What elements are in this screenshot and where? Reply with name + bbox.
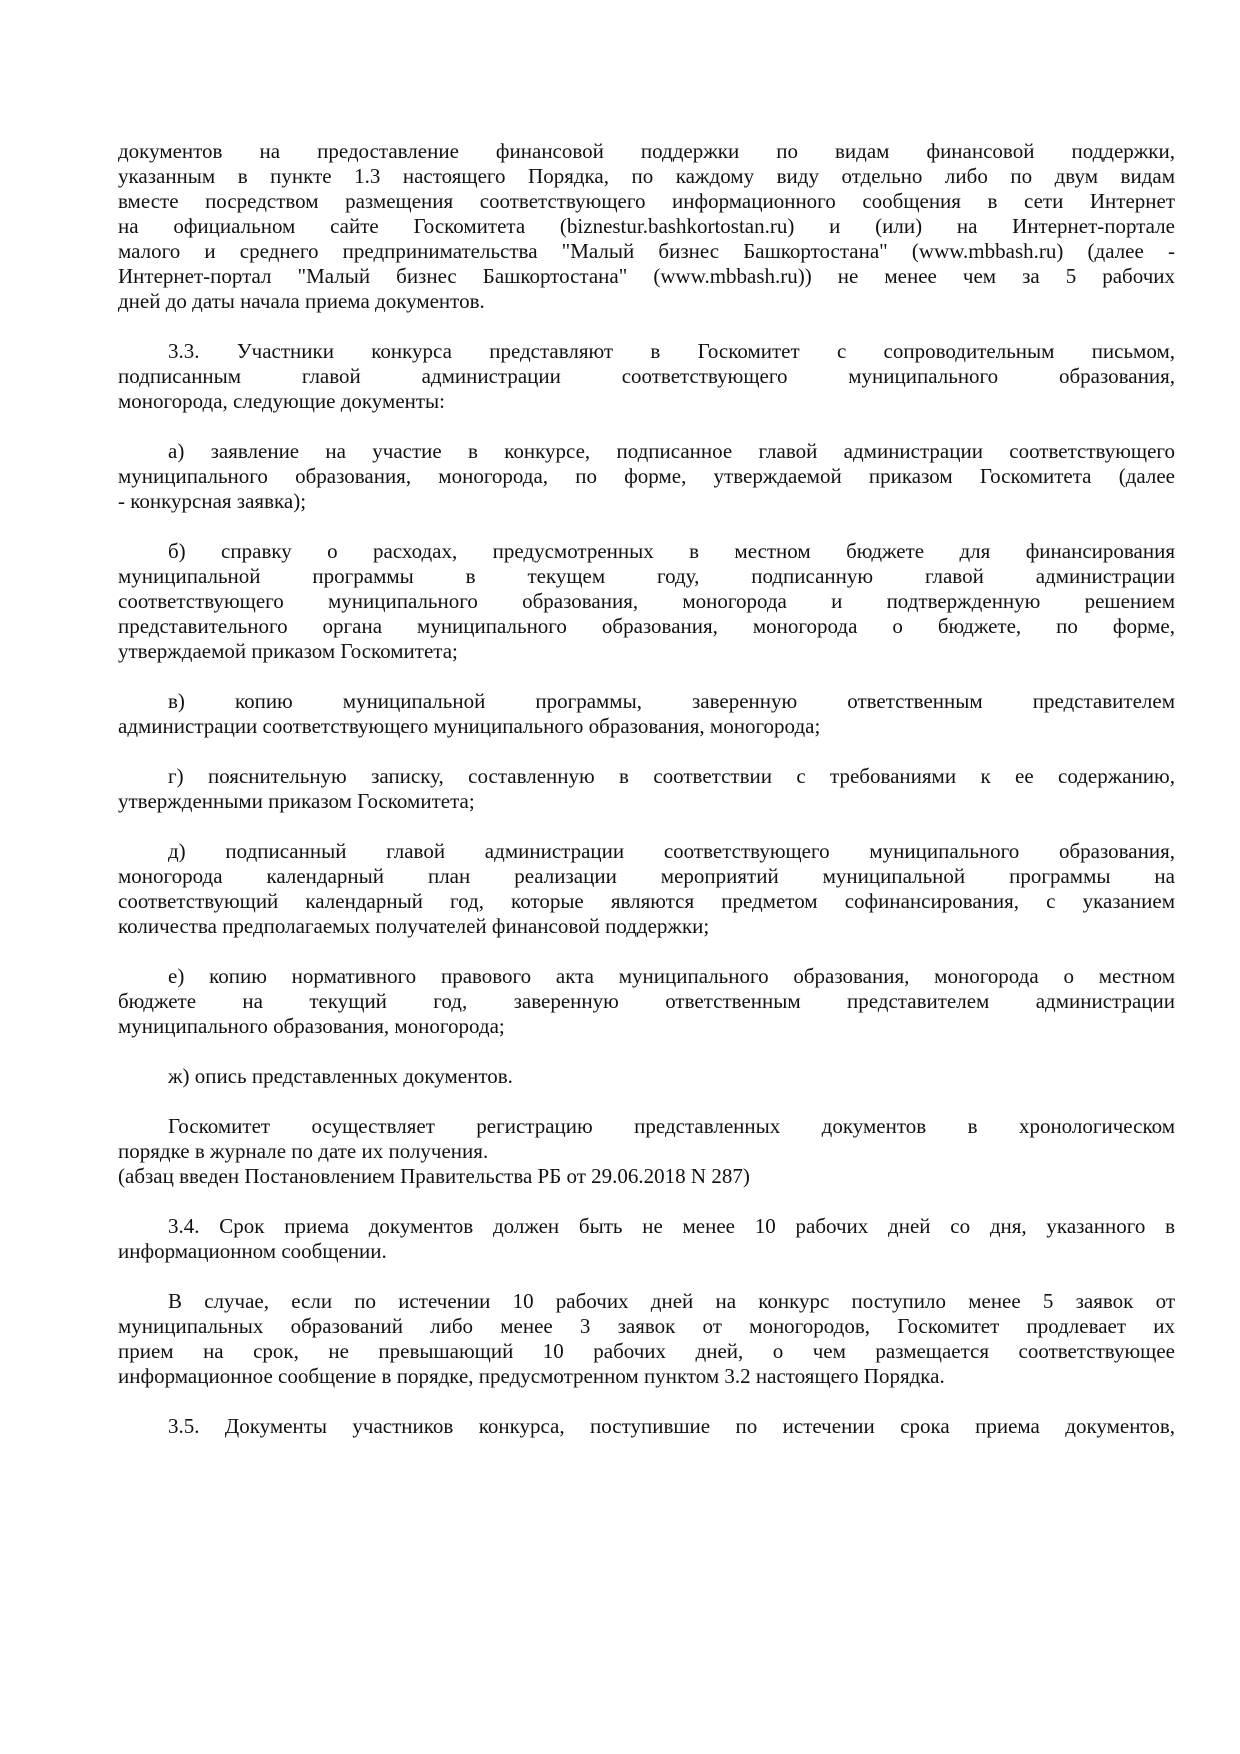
text-line: б) справку о расходах, предусмотренных в местном бюджете для финансирования (168, 539, 1175, 563)
text-line: Госкомитет осуществляет регистрацию представленных документов в хронологическом (168, 1114, 1175, 1138)
text-line: моногорода календарный план реализации мероприятий муниципальной программы на (118, 864, 1175, 888)
text-line: документов на предоставление финансовой поддержки по видам финансовой поддержки, (118, 139, 1175, 163)
text-line: бюджете на текущий год, заверенную ответственным представителем администрации (118, 989, 1175, 1013)
text-line: д) подписанный главой администрации соответствующего муниципального образования, (168, 839, 1175, 863)
text-line: дней до даты начала приема документов. (118, 289, 485, 313)
text-line: прием на срок, не превышающий 10 рабочих дней, о чем размещается соответствующее (118, 1339, 1175, 1363)
paragraph (118, 539, 1175, 664)
paragraph (118, 1214, 1175, 1264)
paragraph (118, 839, 1175, 939)
text-line: вместе посредством размещения соответствующего информационного сообщения в сети Интернет (118, 189, 1175, 213)
text-line: утверждаемой приказом Госкомитета; (118, 639, 458, 663)
text-line: муниципальной программы в текущем году, подписанную главой администрации (118, 564, 1175, 588)
text-line: в) копию муниципальной программы, заверенную ответственным представителем (168, 689, 1175, 713)
text-line: количества предполагаемых получателей финансовой поддержки; (118, 914, 710, 938)
paragraph (118, 339, 1175, 414)
text-line: - конкурсная заявка); (118, 489, 307, 513)
text-line: 3.5. Документы участников конкурса, поступившие по истечении срока приема документов, (168, 1414, 1175, 1438)
paragraph (118, 689, 1175, 739)
text-line: малого и среднего предпринимательства "Малый бизнес Башкортостана" (www.mbbash.ru) (далее - (118, 239, 1175, 263)
text-line: В случае, если по истечении 10 рабочих дней на конкурс поступило менее 5 заявок от (168, 1289, 1175, 1313)
paragraph (118, 1114, 1175, 1189)
text-line: г) пояснительную записку, составленную в соответствии с требованиями к ее содержанию, (168, 764, 1175, 788)
paragraph (118, 1064, 1175, 1089)
paragraph (118, 1289, 1175, 1389)
paragraph (118, 964, 1175, 1039)
paragraph (118, 139, 1175, 314)
text-line: муниципального образования, моногорода, по форме, утверждаемой приказом Госкомитета (далее (118, 464, 1175, 488)
paragraph (118, 764, 1175, 814)
text-line: муниципальных образований либо менее 3 заявок от моногородов, Госкомитет продлевает их (118, 1314, 1175, 1338)
document-page (118, 139, 1175, 1464)
text-line: соответствующего муниципального образования, моногорода и подтвержденную решением (118, 589, 1175, 613)
text-line: соответствующий календарный год, которые являются предметом софинансирования, с указанием (118, 889, 1175, 913)
text-line: указанным в пункте 1.3 настоящего Порядка, по каждому виду отдельно либо по двум видам (118, 164, 1175, 188)
paragraph (118, 439, 1175, 514)
text-line: представительного органа муниципального образования, моногорода о бюджете, по форме, (118, 614, 1175, 638)
text-line: е) копию нормативного правового акта муниципального образования, моногорода о местном (168, 964, 1175, 988)
text-line: утвержденными приказом Госкомитета; (118, 789, 475, 813)
text-line: 3.3. Участники конкурса представляют в Госкомитет с сопроводительным письмом, (168, 339, 1175, 363)
text-line: ж) опись представленных документов. (168, 1064, 513, 1088)
text-line: муниципального образования, моногорода; (118, 1014, 505, 1038)
text-line: информационном сообщении. (118, 1239, 387, 1263)
text-line: (абзац введен Постановлением Правительства РБ от 29.06.2018 N 287) (118, 1164, 750, 1188)
text-line: моногорода, следующие документы: (118, 389, 445, 413)
text-line: а) заявление на участие в конкурсе, подписанное главой администрации соответствующего (168, 439, 1175, 463)
text-line: информационное сообщение в порядке, предусмотренном пунктом 3.2 настоящего Порядка. (118, 1364, 945, 1388)
text-line: подписанным главой администрации соответствующего муниципального образования, (118, 364, 1175, 388)
paragraph (118, 1414, 1175, 1439)
text-line: порядке в журнале по дате их получения. (118, 1139, 489, 1163)
text-line: 3.4. Срок приема документов должен быть не менее 10 рабочих дней со дня, указанного в (168, 1214, 1175, 1238)
text-line: на официальном сайте Госкомитета (biznestur.bashkortostan.ru) и (или) на Интернет-портале (118, 214, 1175, 238)
text-line: администрации соответствующего муниципального образования, моногорода; (118, 714, 821, 738)
text-line: Интернет-портал "Малый бизнес Башкортостана" (www.mbbash.ru)) не менее чем за 5 рабочих (118, 264, 1175, 288)
